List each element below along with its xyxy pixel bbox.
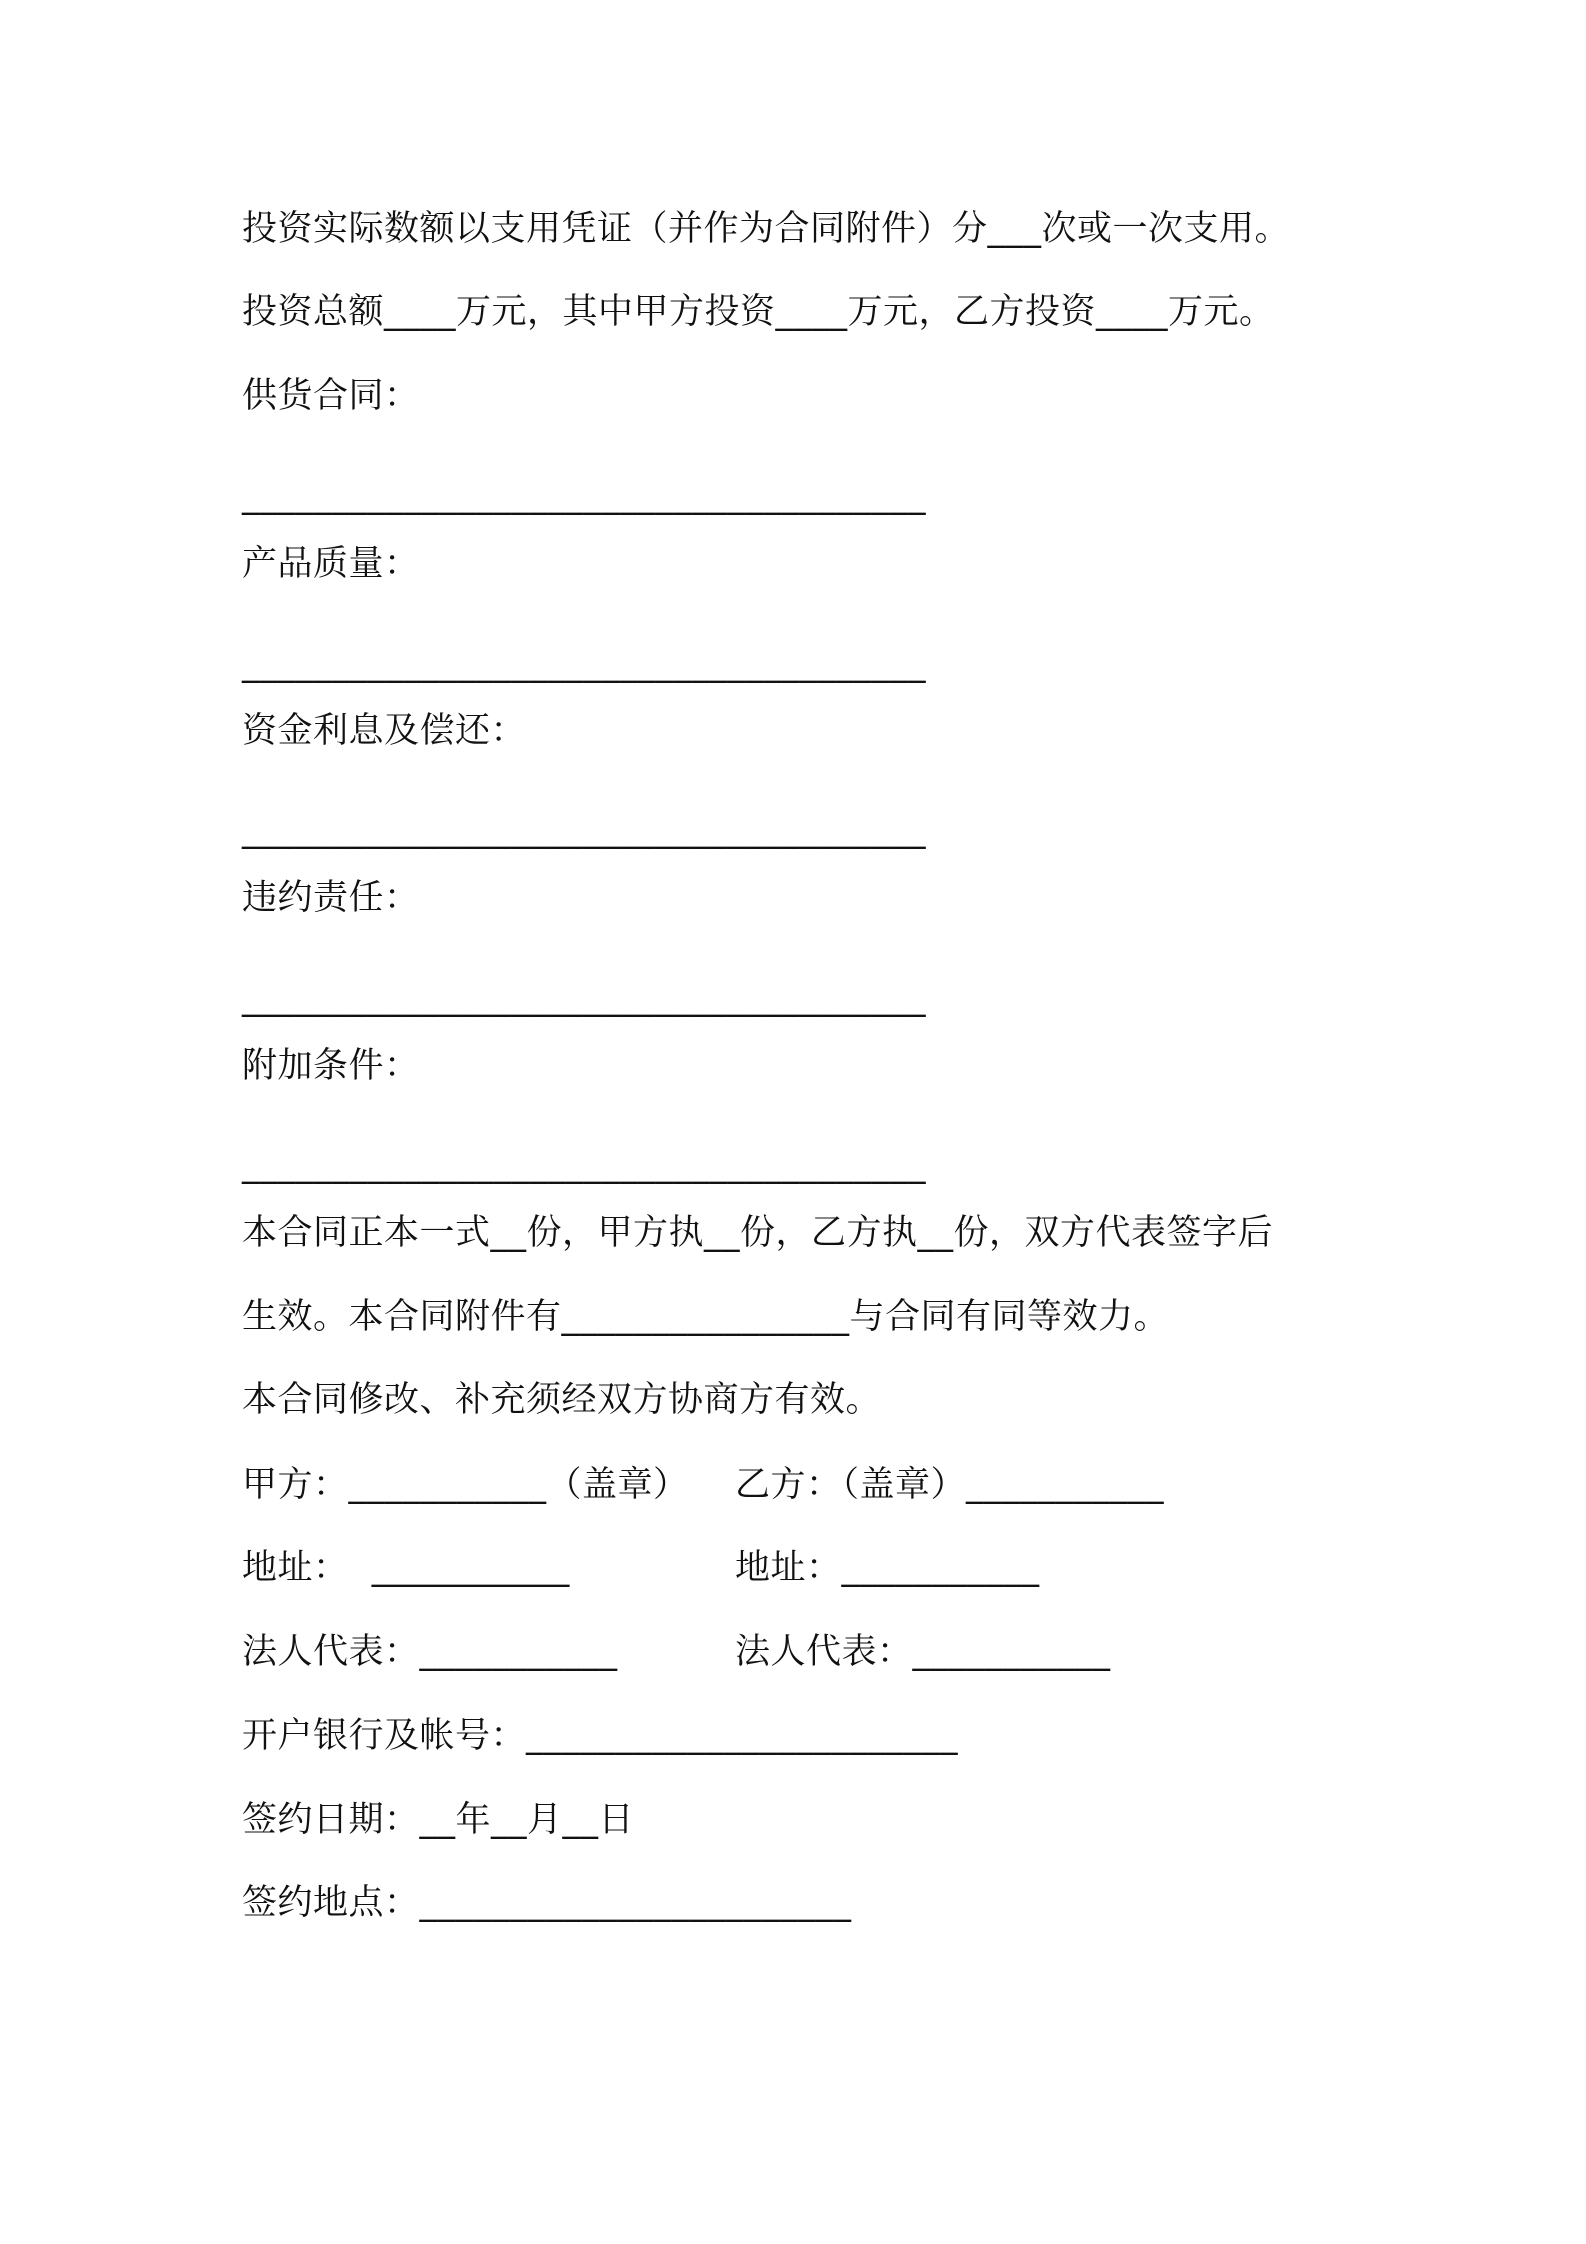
- bank-account-field: 开户银行及帐号：________________________: [242, 1716, 959, 1756]
- additional-conditions-label: 附加条件：: [242, 1046, 420, 1086]
- investment-total-line: 投资总额____万元，其中甲方投资____万元，乙方投资____万元。: [242, 292, 1275, 332]
- amendment-clause-line: 本合同修改、补充须经双方协商方有效。: [242, 1380, 882, 1420]
- supply-contract-blank: ______________________________________: [242, 476, 926, 516]
- product-quality-blank: ______________________________________: [242, 644, 926, 684]
- signing-date-field: 签约日期：__年__月__日: [242, 1800, 635, 1840]
- party-b-field: 乙方：（盖章）___________: [735, 1465, 1165, 1505]
- interest-repayment-label: 资金利息及偿还：: [242, 711, 527, 751]
- additional-conditions-blank: ______________________________________: [242, 1145, 926, 1185]
- party-a-address-field: 地址： ___________: [242, 1548, 570, 1588]
- party-b-address-field: 地址：___________: [735, 1548, 1040, 1588]
- supply-contract-label: 供货合同：: [242, 376, 420, 416]
- signing-place-field: 签约地点：________________________: [242, 1883, 852, 1923]
- party-a-field: 甲方：___________（盖章）: [242, 1465, 689, 1505]
- party-a-representative-field: 法人代表：___________: [242, 1632, 618, 1672]
- copies-clause-line: 本合同正本一式__份，甲方执__份，乙方执__份，双方代表签字后: [242, 1213, 1274, 1253]
- interest-repayment-blank: ______________________________________: [242, 810, 926, 850]
- party-b-representative-field: 法人代表：___________: [735, 1632, 1111, 1672]
- breach-liability-blank: ______________________________________: [242, 978, 926, 1018]
- product-quality-label: 产品质量：: [242, 544, 420, 584]
- attachments-clause-line: 生效。本合同附件有________________与合同有同等效力。: [242, 1297, 1170, 1337]
- breach-liability-label: 违约责任：: [242, 878, 420, 918]
- investment-amount-line: 投资实际数额以支用凭证（并作为合同附件）分___次或一次支用。: [242, 209, 1291, 249]
